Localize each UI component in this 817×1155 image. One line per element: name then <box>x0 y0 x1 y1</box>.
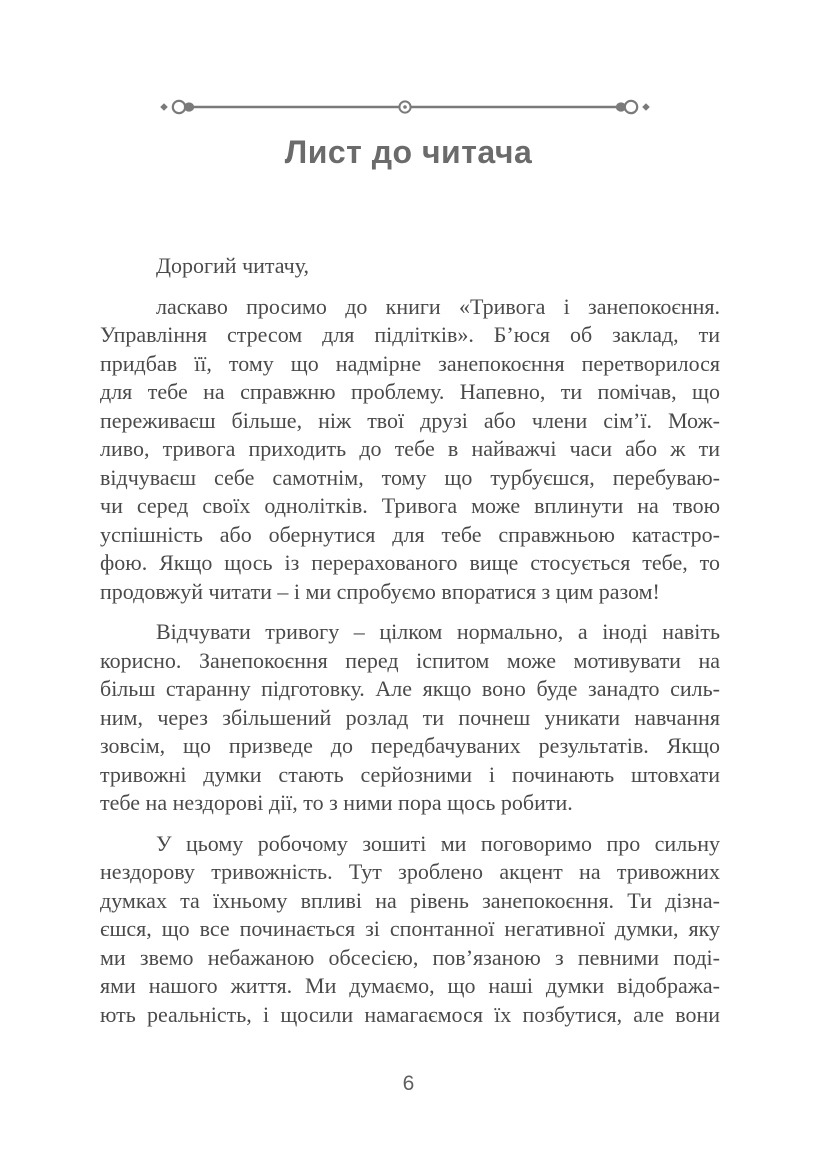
text-line: єшся, що все починається зі спонтанної негативної думки, яку <box>100 916 720 941</box>
page-number: 6 <box>402 1072 415 1095</box>
paragraph <box>100 618 720 818</box>
text-line: думках та їхньому впливі на рівень занепокоєння. Ти дізна- <box>100 887 720 913</box>
text-line: корисно. Занепокоєння перед іспитом може мотивувати на <box>100 647 720 673</box>
paragraph <box>100 252 720 281</box>
divider-ornament-icon <box>158 96 652 118</box>
text-line: зовсім, що призведе до передбачуваних результатів. Якщо <box>100 733 720 758</box>
text-line: ми звемо небажаною обсесією, пов’язаною з певними поді- <box>100 944 720 970</box>
text-line: тривожні думки стають серйозними і починають штовхати <box>100 761 720 787</box>
paragraph <box>100 293 720 607</box>
text-line: більш старанну підготовку. Але якщо воно буде занадто силь- <box>100 676 720 701</box>
text-line: переживаєш більше, ніж твої друзі або члени сім’ї. Мож- <box>100 407 720 433</box>
text-line: Управління стресом для підлітків». Б’юся об заклад, ти <box>100 322 720 347</box>
text-line: тебе на нездорові дії, то з ними пора щось робити. <box>100 790 573 815</box>
text-line: відчуваєш себе самотнім, тому що турбуєшся, перебуваю- <box>100 464 720 490</box>
text-line: чи серед своїх однолітків. Тривога може вплинути на твою <box>100 493 720 518</box>
body-text <box>100 252 720 1041</box>
text-line: ласкаво просимо до книги «Тривога і занепокоєння. <box>156 293 720 319</box>
text-line: придбав її, тому що надмірне занепокоєння перетворилося <box>100 350 720 376</box>
page-title: Лист до читача <box>284 134 533 170</box>
text-line: успішність або обернутися для тебе справжньою катастро- <box>100 521 720 547</box>
text-line: У цьому робочому зошиті ми поговоримо про сильну <box>156 830 720 856</box>
text-line: Відчувати тривогу – цілком нормально, а іноді навіть <box>156 619 720 644</box>
text-line: Дорогий читачу, <box>156 253 310 278</box>
text-line: для тебе на справжню проблему. Напевно, ти помічав, що <box>100 379 720 404</box>
text-line: ливо, тривога приходить до тебе в найважчі часи або ж ти <box>100 436 720 461</box>
text-line: ним, через збільшений розлад ти почнеш уникати навчання <box>100 704 720 730</box>
text-line: нездорову тривожність. Тут зроблено акцент на тривожних <box>100 859 720 884</box>
paragraph <box>100 830 720 1030</box>
text-line: ють реальність, і щосили намагаємося їх позбутися, але вони <box>100 1001 720 1027</box>
text-line: продовжуй читати – і ми спробуємо впоратися з цим разом! <box>100 578 660 604</box>
text-line: ями нашого життя. Ми думаємо, що наші думки відобража- <box>100 973 720 998</box>
text-line: фою. Якщо щось із перерахованого вище стосується тебе, то <box>100 550 720 575</box>
